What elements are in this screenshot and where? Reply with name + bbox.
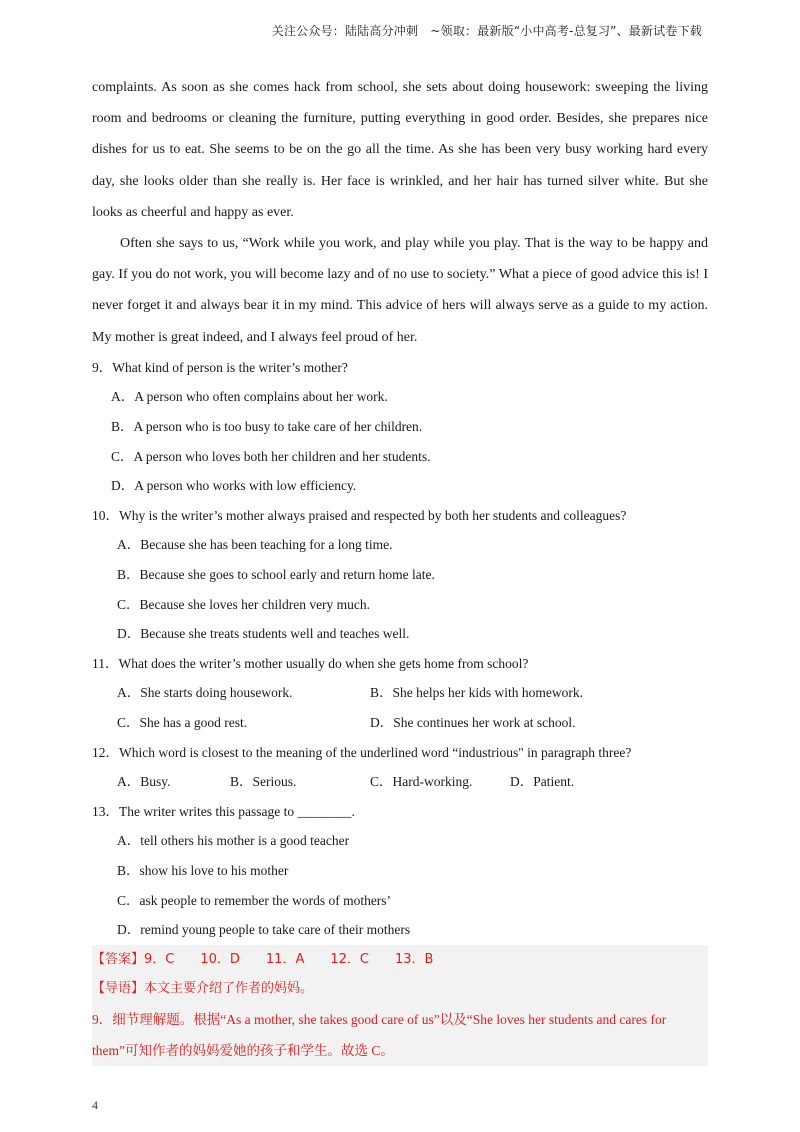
question-13-option-b: B．show his love to his mother	[117, 862, 289, 878]
question-10-stem: 10．Why is the writer’s mother always praised and respected by both her students and colleagues?	[92, 507, 627, 523]
question-11-option-a: A．She starts doing housework.	[117, 685, 293, 701]
question-12-option-b: B．Serious.	[230, 774, 297, 790]
question-10-option-c: C．Because she loves her children very much.	[117, 596, 371, 612]
page-header: 关注公众号：陆陆高分冲刺 ~领取：最新版“小中高考-总复习”、最新试卷下载	[271, 24, 702, 38]
question-13-option-c: C．ask people to remember the words of mothers’	[117, 892, 392, 908]
question-12-option-c: C．Hard-working.	[370, 774, 473, 790]
question-10-option-b: B．Because she goes to school early and return home late.	[117, 566, 435, 582]
question-11-option-b: B．She helps her kids with homework.	[370, 685, 583, 701]
answer-key: 【答案】9．C 10．D 11．A 12．C 13．B	[92, 951, 434, 967]
document-body	[92, 72, 708, 1066]
question-12-option-d: D．Patient.	[510, 774, 575, 790]
question-11-stem: 11．What does the writer’s mother usually do when she gets home from school?	[92, 655, 529, 671]
passage-paragraph: Often she says to us, “Work while you work, and play while you play. That is the way to be happy and gay. If you do not work, you will become lazy and of no use to society.” What a piece of good advice this is! I never forget it and always bear it in my mind. This advice of hers will always serve as a guide to my action. My mother is great indeed, and I always feel proud of her.	[92, 236, 708, 345]
question-10-option-d: D．Because she treats students well and teaches well.	[117, 626, 410, 642]
question-10-option-a: A．Because she has been teaching for a long time.	[117, 537, 393, 553]
question-13-option-a: A．tell others his mother is a good teacher	[117, 833, 350, 849]
question-13-stem: 13．The writer writes this passage to ________.	[92, 803, 355, 819]
question-9-option-d: D．A person who works with low efficiency.	[111, 478, 357, 494]
question-11-option-c: C．She has a good rest.	[117, 714, 248, 730]
question-12-options-row	[117, 767, 708, 797]
question-12-stem: 12．Which word is closest to the meaning of the underlined word “industrious" in paragraph three?	[92, 744, 632, 760]
question-9-option-b: B．A person who is too busy to take care of her children.	[111, 419, 423, 435]
question-9-option-c: C．A person who loves both her children and her students.	[111, 448, 431, 464]
answer-section	[92, 945, 708, 1066]
page-number: 4	[92, 1098, 98, 1112]
question-13-option-d: D．remind young people to take care of their mothers	[117, 922, 411, 938]
answer-explanation: 9．细节理解题。根据“As a mother, she takes good care of us”以及“She loves her students and cares for them”可知作者的妈妈爱她的孩子和学生。故选 C。	[92, 1011, 667, 1058]
question-11-options-row-2	[117, 708, 708, 738]
question-9-option-a: A．A person who often complains about her work.	[111, 389, 388, 405]
question-12-option-a: A．Busy.	[117, 774, 171, 790]
answer-guide: 【导语】本文主要介绍了作者的妈妈。	[92, 981, 314, 997]
passage-paragraph: complaints. As soon as she comes hack from school, she sets about doing housework: sweeping the living room and bedrooms or cleaning the furniture, putting everything in good order. Besides, she prepares nice dishes for us to eat. She seems to be on the go all the time. As she has been very busy working hard every day, she looks older than she really is. Her face is wrinkled, and her hair has turned silver white. But she looks as cheerful and happy as ever.	[92, 80, 708, 220]
question-9-stem: 9．What kind of person is the writer’s mother?	[92, 359, 348, 375]
question-11-options-row-1	[117, 678, 708, 708]
question-11-option-d: D．She continues her work at school.	[370, 714, 576, 730]
